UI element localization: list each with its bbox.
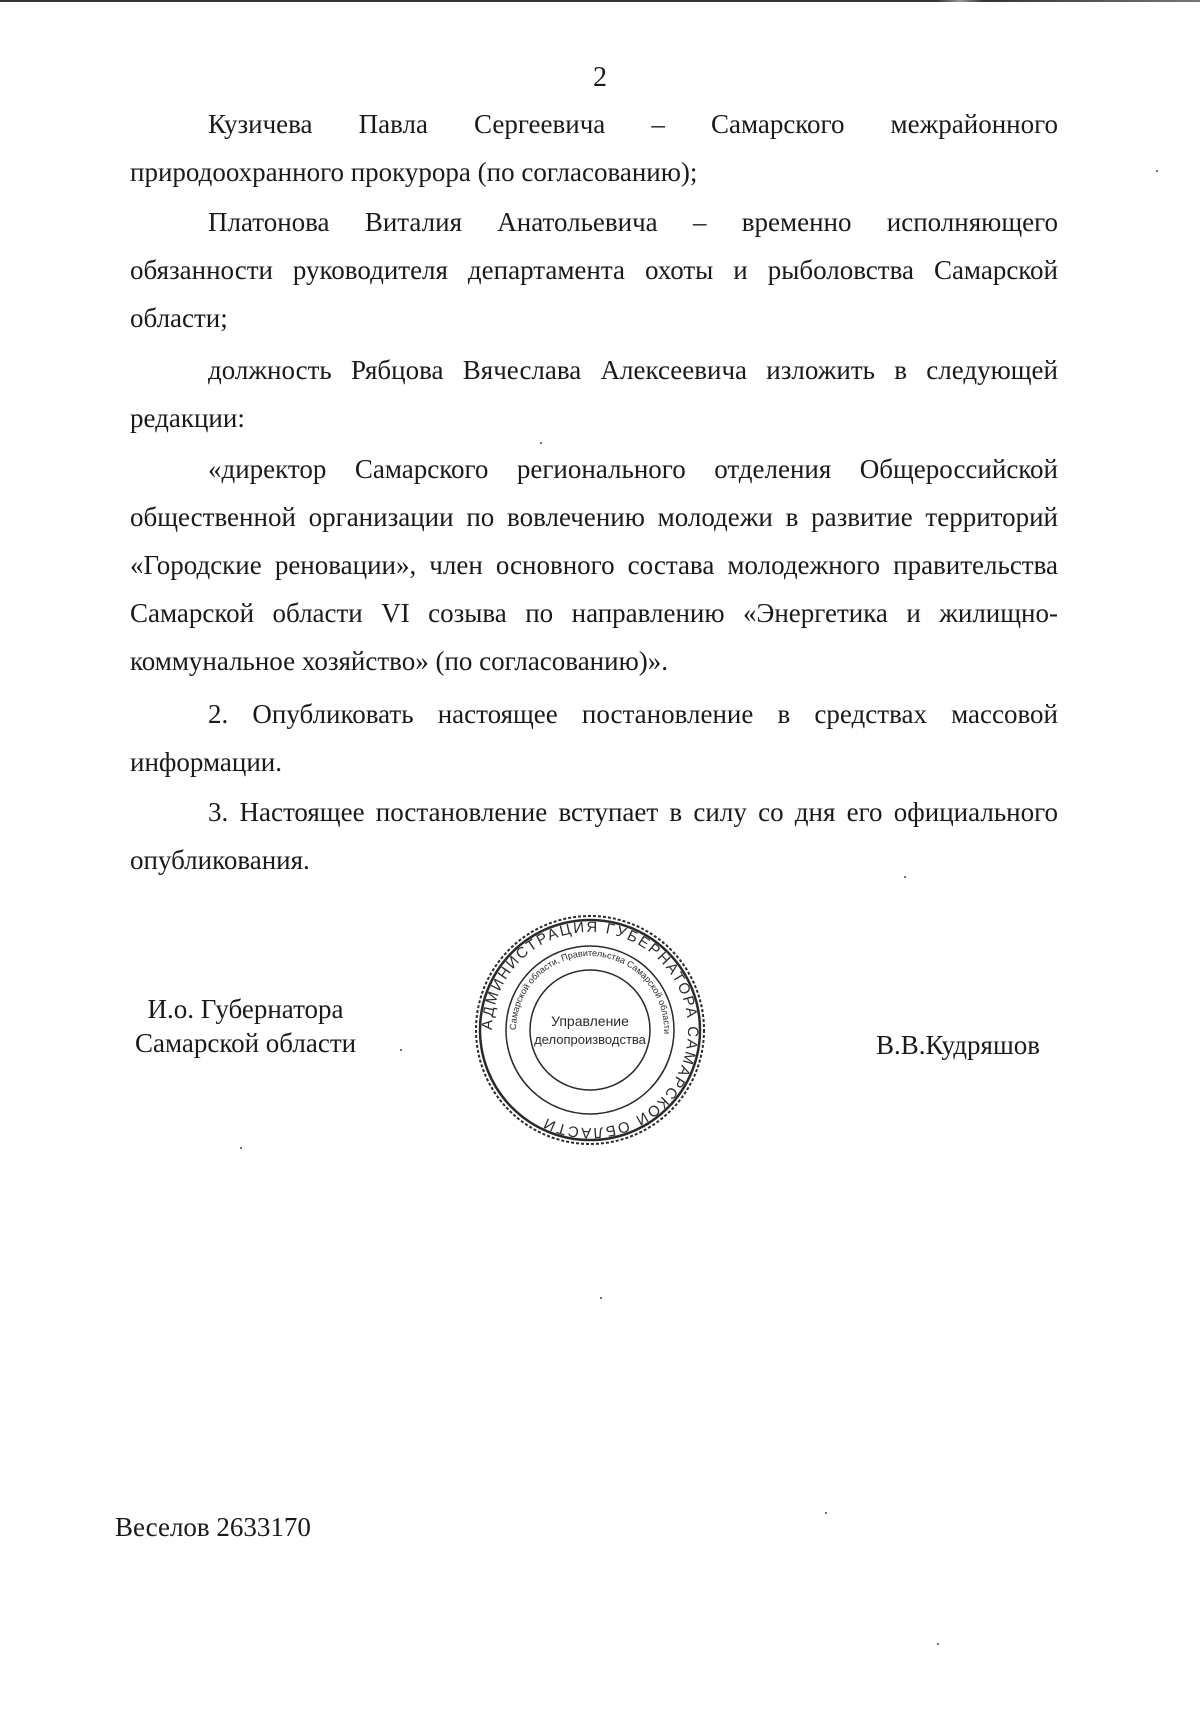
top-edge-line xyxy=(0,0,1200,2)
signatory-name: В.В.Кудряшов xyxy=(876,1030,1040,1060)
scan-speck xyxy=(600,1297,602,1299)
executor-contact: Веселов 2633170 xyxy=(115,1512,311,1542)
official-seal-stamp xyxy=(470,910,710,1150)
scan-speck xyxy=(400,1049,402,1051)
seal-graphic xyxy=(470,910,710,1150)
scan-speck xyxy=(240,1147,242,1149)
paragraph-platonov: Платонова Виталия Анатольевича – временно исполняющего обязанности руководителя департамента охоты и рыболовства Самарской области; xyxy=(130,207,1058,333)
page-number: 2 xyxy=(593,62,607,93)
scan-speck xyxy=(904,876,906,878)
paragraph-kuzichev: Кузичева Павла Сергеевича – Самарского межрайонного природоохранного прокурора (по согласованию); xyxy=(130,109,1058,187)
paragraph-ryabtsov: должность Рябцова Вячеслава Алексеевича изложить в следующей редакции: xyxy=(130,355,1058,433)
paragraph-director-position: «директор Самарского регионального отделения Общероссийской общественной организации по вовлечению молодежи в развитие территорий «Городские реновации», член основного состава молодежного правительства Самарской области VI созыва по направлению «Энергетика и жилищно-коммунальное хозяйство» (по согласованию)». xyxy=(130,454,1058,676)
seal-middle-text: Самарской области, Правительства Самарской области xyxy=(507,947,673,1035)
signatory-position-line1: И.о. Губернатора xyxy=(147,994,344,1024)
seal-center-line1: Управление xyxy=(551,1013,629,1029)
seal-outer-text: АДМИНИСТРАЦИЯ ГУБЕРНАТОРА САМАРСКОЙ ОБЛАСТИ xyxy=(478,918,702,1142)
paragraph-item-2: 2. Опубликовать настоящее постановление в средствах массовой информации. xyxy=(130,699,1058,777)
paragraph-item-3: 3. Настоящее постановление вступает в силу со дня его официального опубликования. xyxy=(130,797,1058,875)
scan-speck xyxy=(937,1643,939,1645)
scan-speck xyxy=(825,1512,827,1514)
signatory-position-line2: Самарской области xyxy=(135,1028,357,1058)
signatory-position xyxy=(135,992,356,1060)
scan-speck xyxy=(1156,170,1158,172)
scan-speck xyxy=(540,442,542,444)
seal-center-line2: делопроизводства xyxy=(534,1032,646,1047)
